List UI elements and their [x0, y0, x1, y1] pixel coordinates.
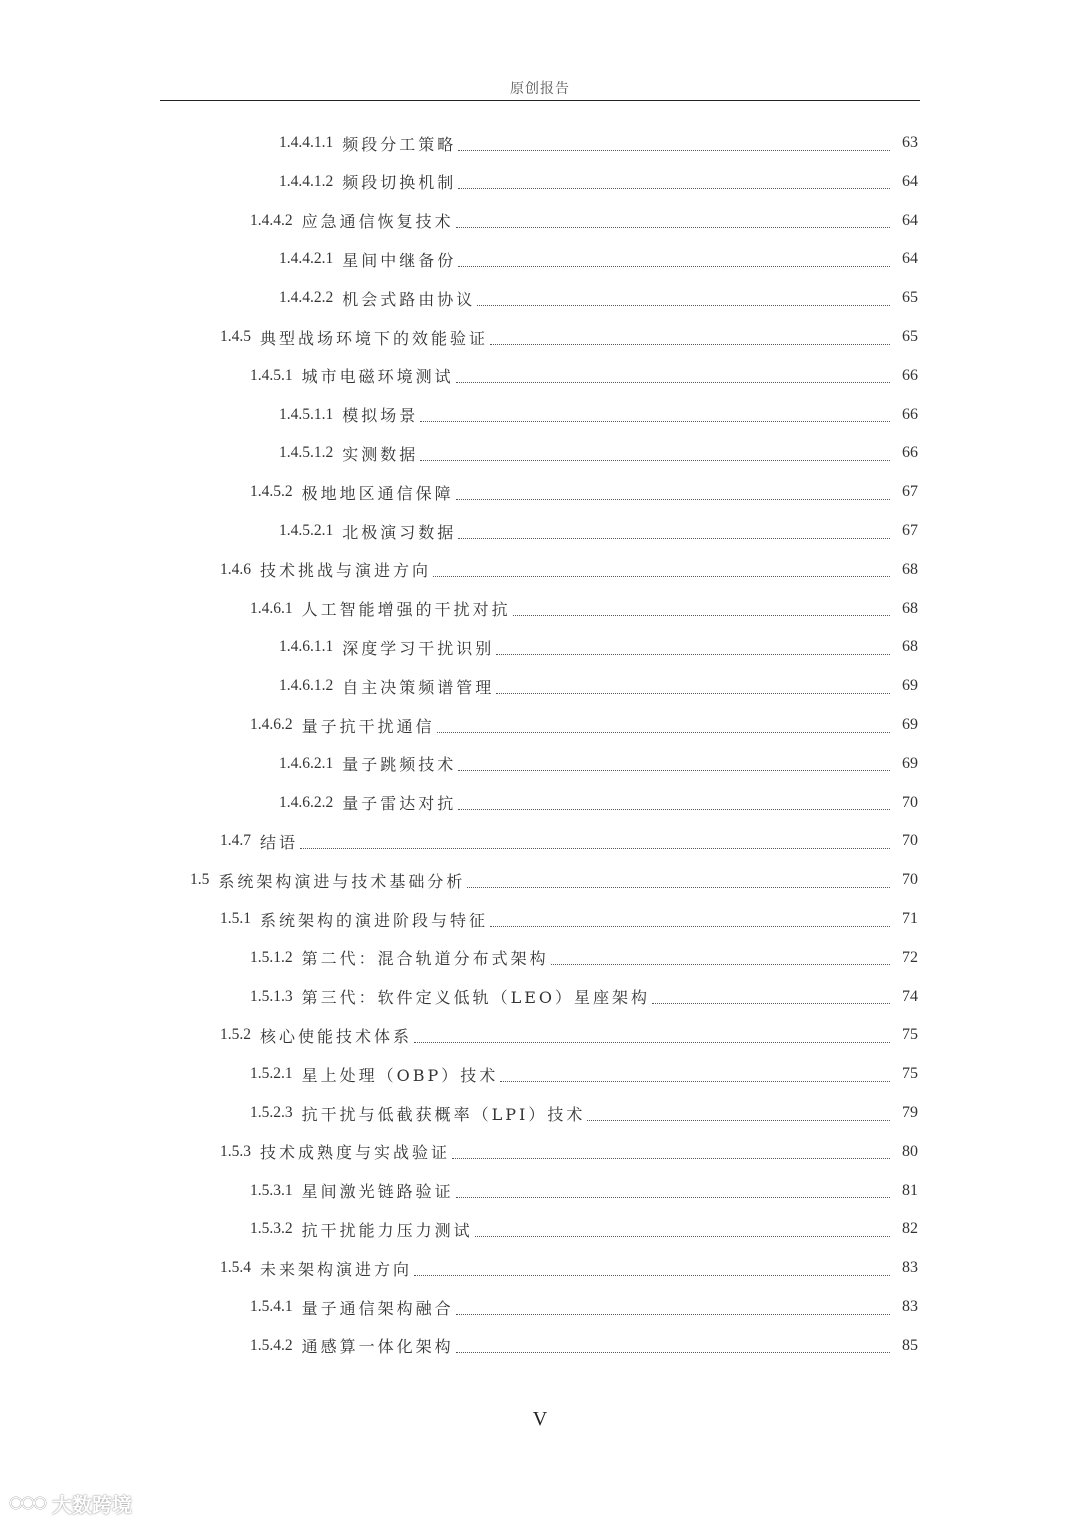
toc-entry[interactable] — [250, 1054, 918, 1094]
toc-entry[interactable] — [220, 899, 918, 939]
toc-entry[interactable] — [279, 162, 918, 202]
toc-entry[interactable] — [279, 433, 918, 473]
toc-entry-title: 核心使能技术体系 — [260, 1026, 413, 1046]
toc-entry-page: 69 — [902, 754, 918, 772]
toc-entry-title: 第二代：混合轨道分布式架构 — [301, 949, 549, 969]
toc-entry-page: 79 — [902, 1104, 918, 1121]
toc-dot-leader — [458, 176, 890, 189]
toc-entry-page: 68 — [902, 560, 918, 578]
toc-entry[interactable] — [250, 938, 918, 978]
toc-entry-title: 量子跳频技术 — [342, 755, 457, 775]
toc-entry-page: 75 — [902, 1065, 918, 1083]
toc-dot-leader — [587, 1108, 890, 1121]
toc-dot-leader — [458, 254, 890, 267]
toc-entry-number: 1.5.2 — [220, 1026, 251, 1044]
toc-entry-title: 频段切换机制 — [342, 173, 457, 193]
toc-entry-title: 未来架构演进方向 — [260, 1259, 413, 1279]
toc-entry-page: 66 — [902, 444, 918, 462]
toc-entry[interactable] — [220, 1015, 918, 1055]
toc-dot-leader — [456, 1185, 890, 1198]
toc-entry[interactable] — [220, 1248, 918, 1288]
toc-dot-leader — [414, 1030, 890, 1043]
toc-entry-page: 64 — [902, 211, 918, 229]
toc-entry[interactable] — [250, 356, 918, 396]
toc-dot-leader — [456, 487, 890, 500]
toc-entry[interactable] — [279, 278, 918, 318]
toc-dot-leader — [456, 1340, 890, 1353]
toc-entry-number: 1.4.6.2.1 — [279, 754, 334, 772]
toc-entry-title: 抗干扰与低截获概率（LPI）技术 — [301, 1104, 586, 1124]
watermark — [8, 1488, 132, 1518]
toc-entry-number: 1.5.2.3 — [250, 1104, 293, 1121]
toc-dot-leader — [477, 293, 890, 306]
toc-entry-title: 抗干扰能力压力测试 — [301, 1220, 473, 1240]
toc-entry-number: 1.5.3.1 — [250, 1181, 293, 1199]
toc-entry-title: 人工智能增强的干扰对抗 — [301, 600, 511, 620]
toc-entry[interactable] — [250, 1287, 918, 1327]
toc-entry-number: 1.5.4 — [220, 1259, 251, 1277]
toc-entry-page: 68 — [902, 638, 918, 656]
toc-entry-number: 1.5.1.3 — [250, 987, 293, 1005]
toc-dot-leader — [490, 332, 890, 345]
toc-dot-leader — [414, 1263, 890, 1276]
toc-dot-leader — [456, 215, 890, 228]
toc-entry[interactable] — [250, 1171, 918, 1211]
toc-entry-title: 量子抗干扰通信 — [301, 716, 435, 736]
toc-entry-number: 1.4.7 — [220, 832, 251, 850]
toc-entry-number: 1.4.4.2 — [250, 211, 293, 229]
toc-dot-leader — [437, 720, 890, 733]
toc-entry-page: 82 — [902, 1220, 918, 1238]
header-rule — [160, 100, 920, 101]
toc-entry-title: 自主决策频谱管理 — [342, 677, 495, 697]
toc-entry[interactable] — [279, 395, 918, 435]
toc-entry-page: 63 — [902, 134, 918, 151]
toc-entry-title: 系统架构演进与技术基础分析 — [218, 871, 466, 891]
toc-entry-title: 星间激光链路验证 — [301, 1182, 454, 1202]
toc-entry-number: 1.4.6.1.2 — [279, 677, 334, 695]
toc-entry[interactable] — [279, 666, 918, 706]
toc-entry-title: 量子通信架构融合 — [301, 1298, 454, 1318]
toc-entry-page: 81 — [902, 1181, 918, 1199]
toc-dot-leader — [300, 836, 890, 849]
toc-entry-page: 67 — [902, 522, 918, 539]
toc-dot-leader — [467, 875, 890, 888]
toc-entry-page: 70 — [902, 793, 918, 811]
watermark-text: 大数跨境 — [52, 1492, 132, 1517]
toc-entry-page: 83 — [902, 1259, 918, 1277]
toc-dot-leader — [420, 448, 890, 461]
toc-dot-leader — [458, 138, 890, 151]
toc-entry[interactable] — [250, 977, 918, 1017]
toc-entry-number: 1.4.5 — [220, 328, 251, 345]
toc-entry-number: 1.5.1.2 — [250, 948, 293, 966]
toc-entry[interactable] — [279, 123, 918, 163]
toc-entry-page: 75 — [902, 1026, 918, 1044]
toc-entry-number: 1.4.4.2.2 — [279, 289, 334, 307]
toc-entry-number: 1.4.6.1.1 — [279, 638, 334, 656]
toc-entry-title: 实测数据 — [342, 444, 419, 464]
toc-dot-leader — [496, 642, 890, 655]
toc-entry-page: 64 — [902, 172, 918, 190]
toc-dot-leader — [500, 1069, 890, 1082]
toc-entry[interactable] — [279, 783, 918, 823]
toc-entry-title: 技术挑战与演进方向 — [260, 561, 432, 581]
toc-entry-title: 模拟场景 — [342, 406, 419, 426]
toc-entry-title: 通感算一体化架构 — [301, 1337, 454, 1357]
toc-dot-leader — [420, 409, 890, 422]
toc-dot-leader — [452, 1146, 890, 1159]
toc-dot-leader — [458, 526, 890, 539]
toc-entry-number: 1.4.6.1 — [250, 599, 293, 617]
toc-entry[interactable] — [220, 1132, 918, 1172]
toc-entry-page: 69 — [902, 677, 918, 695]
toc-entry-number: 1.5.1 — [220, 910, 251, 927]
toc-dot-leader — [458, 758, 890, 771]
toc-entry-number: 1.4.5.2 — [250, 483, 293, 501]
toc-entry-title: 第三代：软件定义低轨（LEO）星座架构 — [301, 988, 651, 1008]
toc-dot-leader — [551, 952, 890, 965]
toc-dot-leader — [456, 1302, 890, 1315]
toc-entry-number: 1.4.4.2.1 — [279, 250, 334, 268]
toc-entry[interactable] — [250, 201, 918, 241]
toc-entry-page: 83 — [902, 1298, 918, 1315]
toc-dot-leader — [652, 991, 890, 1004]
toc-entry-page: 65 — [902, 328, 918, 345]
toc-entry-page: 72 — [902, 948, 918, 966]
toc-entry-page: 66 — [902, 405, 918, 423]
toc-dot-leader — [475, 1224, 890, 1237]
toc-entry-number: 1.4.6.2.2 — [279, 793, 334, 811]
toc-entry-number: 1.5.2.1 — [250, 1065, 293, 1083]
toc-entry-title: 北极演习数据 — [342, 522, 457, 542]
toc-entry-page: 67 — [902, 483, 918, 501]
toc-entry[interactable] — [279, 627, 918, 667]
toc-dot-leader — [433, 564, 890, 577]
toc-entry-page: 74 — [902, 987, 918, 1005]
toc-entry-number: 1.5.3.2 — [250, 1220, 293, 1238]
toc-entry-title: 星间中继备份 — [342, 250, 457, 270]
toc-entry-number: 1.4.4.1.1 — [279, 134, 334, 151]
toc-dot-leader — [513, 603, 890, 616]
toc-entry-number: 1.4.5.2.1 — [279, 522, 334, 539]
toc-entry-page: 71 — [902, 910, 918, 927]
toc-entry-title: 技术成熟度与实战验证 — [260, 1143, 451, 1163]
toc-entry[interactable] — [250, 705, 918, 745]
toc-entry[interactable] — [279, 744, 918, 784]
toc-entry-title: 极地地区通信保障 — [301, 483, 454, 503]
toc-entry-title: 结语 — [260, 832, 299, 852]
toc-entry-number: 1.4.5.1 — [250, 366, 293, 384]
toc-entry[interactable] — [220, 317, 918, 357]
toc-entry-number: 1.4.5.1.2 — [279, 444, 334, 462]
toc-entry-title: 频段分工策略 — [342, 134, 457, 154]
toc-entry-number: 1.5.4.2 — [250, 1336, 293, 1354]
toc-entry-page: 65 — [902, 289, 918, 307]
toc-entry-title: 城市电磁环境测试 — [301, 367, 454, 387]
toc-entry-number: 1.5 — [190, 871, 210, 889]
toc-entry[interactable] — [279, 239, 918, 279]
wechat-channel-logo-icon — [8, 1491, 48, 1515]
toc-entry-page: 85 — [902, 1336, 918, 1354]
toc-dot-leader — [458, 797, 890, 810]
toc-entry[interactable] — [279, 511, 918, 551]
running-header: 原创报告 — [510, 81, 570, 97]
toc-dot-leader — [456, 370, 890, 383]
toc-entry-number: 1.5.3 — [220, 1142, 251, 1160]
toc-entry-title: 典型战场环境下的效能验证 — [260, 328, 489, 348]
toc-dot-leader — [496, 681, 890, 694]
toc-entry-page: 64 — [902, 250, 918, 268]
toc-entry-page: 68 — [902, 599, 918, 617]
toc-entry-number: 1.4.4.1.2 — [279, 172, 334, 190]
toc-entry[interactable] — [220, 550, 918, 590]
toc-entry-page: 70 — [902, 871, 918, 889]
toc-entry[interactable] — [250, 472, 918, 512]
toc-entry[interactable] — [250, 589, 918, 629]
toc-entry-title: 应急通信恢复技术 — [301, 212, 454, 232]
toc-entry[interactable] — [250, 1326, 918, 1366]
toc-entry-number: 1.4.6 — [220, 560, 251, 578]
toc-entry-title: 系统架构的演进阶段与特征 — [260, 910, 489, 930]
toc-entry-page: 70 — [902, 832, 918, 850]
toc-entry[interactable] — [250, 1209, 918, 1249]
toc-entry[interactable] — [220, 821, 918, 861]
toc-entry-number: 1.4.6.2 — [250, 716, 293, 733]
toc-entry[interactable] — [250, 1093, 918, 1133]
toc-dot-leader — [490, 914, 890, 927]
toc-entry-page: 69 — [902, 716, 918, 733]
toc-entry-title: 深度学习干扰识别 — [342, 638, 495, 658]
toc-entry[interactable] — [190, 860, 918, 900]
toc-entry-title: 量子雷达对抗 — [342, 794, 457, 814]
toc-entry-title: 机会式路由协议 — [342, 289, 476, 309]
toc-entry-page: 80 — [902, 1142, 918, 1160]
toc-entry-number: 1.5.4.1 — [250, 1298, 293, 1315]
toc-entry-page: 66 — [902, 366, 918, 384]
toc-entry-title: 星上处理（OBP）技术 — [301, 1065, 499, 1085]
page-number: V — [532, 1408, 548, 1430]
toc-entry-number: 1.4.5.1.1 — [279, 405, 334, 423]
